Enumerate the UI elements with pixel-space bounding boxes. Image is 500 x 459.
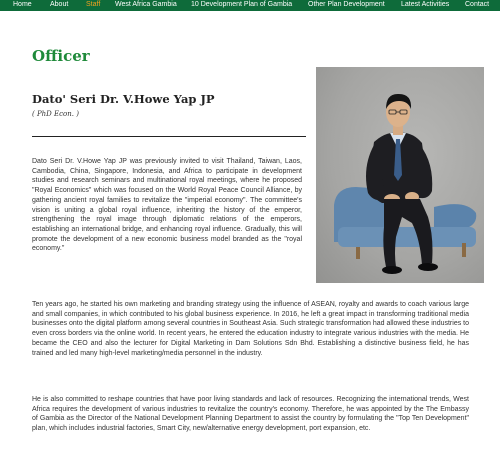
- nav-home[interactable]: Home: [13, 1, 32, 8]
- nav-latest-activities[interactable]: Latest Activities: [401, 1, 450, 8]
- page-title: Officer: [32, 47, 90, 65]
- sofa-leg: [356, 247, 360, 259]
- sofa-leg: [462, 243, 466, 257]
- bio-paragraph-3: He is also committed to reshape countries that have poor living standards and lack of resources. Recognizing the international trends, West Africa requires the development of various industries to revitalize the country's economy. Therefore, he was appointed by the The Embassy of Gambia as the Director of the National Development Planning Department to assist the country by formulating the "Top Ten Development" plan, which includes industrial factories, Smart City, new/alternative energy development, port expansion, etc.: [32, 396, 469, 433]
- nav-other-plan[interactable]: Other Plan Development: [308, 1, 385, 8]
- person-credential: ( PhD Econ. ): [32, 110, 79, 118]
- bio-paragraph-1: Dato Seri Dr. V.Howe Yap JP was previously invited to visit Thailand, Taiwan, Laos, Cambodia, China, Singapore, Indonesia, and Africa to participate in development studies and research seminars and multinational royal meetings, where he proposed "Royal Economics" which was focused on the World Royal Peace Council Alliance, by gathering ancient royal families to revitalize the "imperial economy". The committee's vision is uniting a global royal influence, inheriting the history of the emperor, strengthening the royal image through diplomatic relations of the emperors, establishing an international bridge, and enhancing royal influence. Gradually, this will promote the development of a new economic business model branded as the "royal economy.": [32, 158, 302, 253]
- nav-contact[interactable]: Contact: [465, 1, 490, 8]
- nav-development-plan[interactable]: 10 Development Plan of Gambia: [191, 1, 293, 8]
- officer-portrait-photo: [316, 67, 484, 283]
- nav-west-africa-gambia[interactable]: West Africa Gambia: [115, 1, 177, 8]
- sofa-seat: [338, 227, 476, 247]
- right-shoe: [418, 263, 438, 271]
- bio-paragraph-2: Ten years ago, he started his own marketing and branding strategy using the influence of ASEAN, royalty and awards to coach various large and small companies, in which contributed to his global business experience. In 2016, he left a great impact in transforming traditional media businesses onto the digital platform among several countries in Southeast Asia. Such strategic transformation had allowed these industries to even cross borders via the online world. In recent years, he entered the education industry to integrate various industries with the media. He became the CEO and also the lecturer for Digital Marketing in Dam Solutions Sdn Bhd. Establishing a distinctive business field, he has trained and led many high-level marketing/media personnel in the industry.: [32, 301, 469, 357]
- nav-about[interactable]: About: [50, 1, 69, 8]
- top-navigation: [0, 0, 500, 11]
- person-name: Dato' Seri Dr. V.Howe Yap JP: [32, 92, 215, 106]
- sofa-arm: [434, 204, 476, 231]
- title-divider: [32, 136, 306, 137]
- portrait-illustration: [316, 67, 484, 283]
- nav-staff[interactable]: Staff: [86, 1, 101, 8]
- left-shoe: [382, 266, 402, 274]
